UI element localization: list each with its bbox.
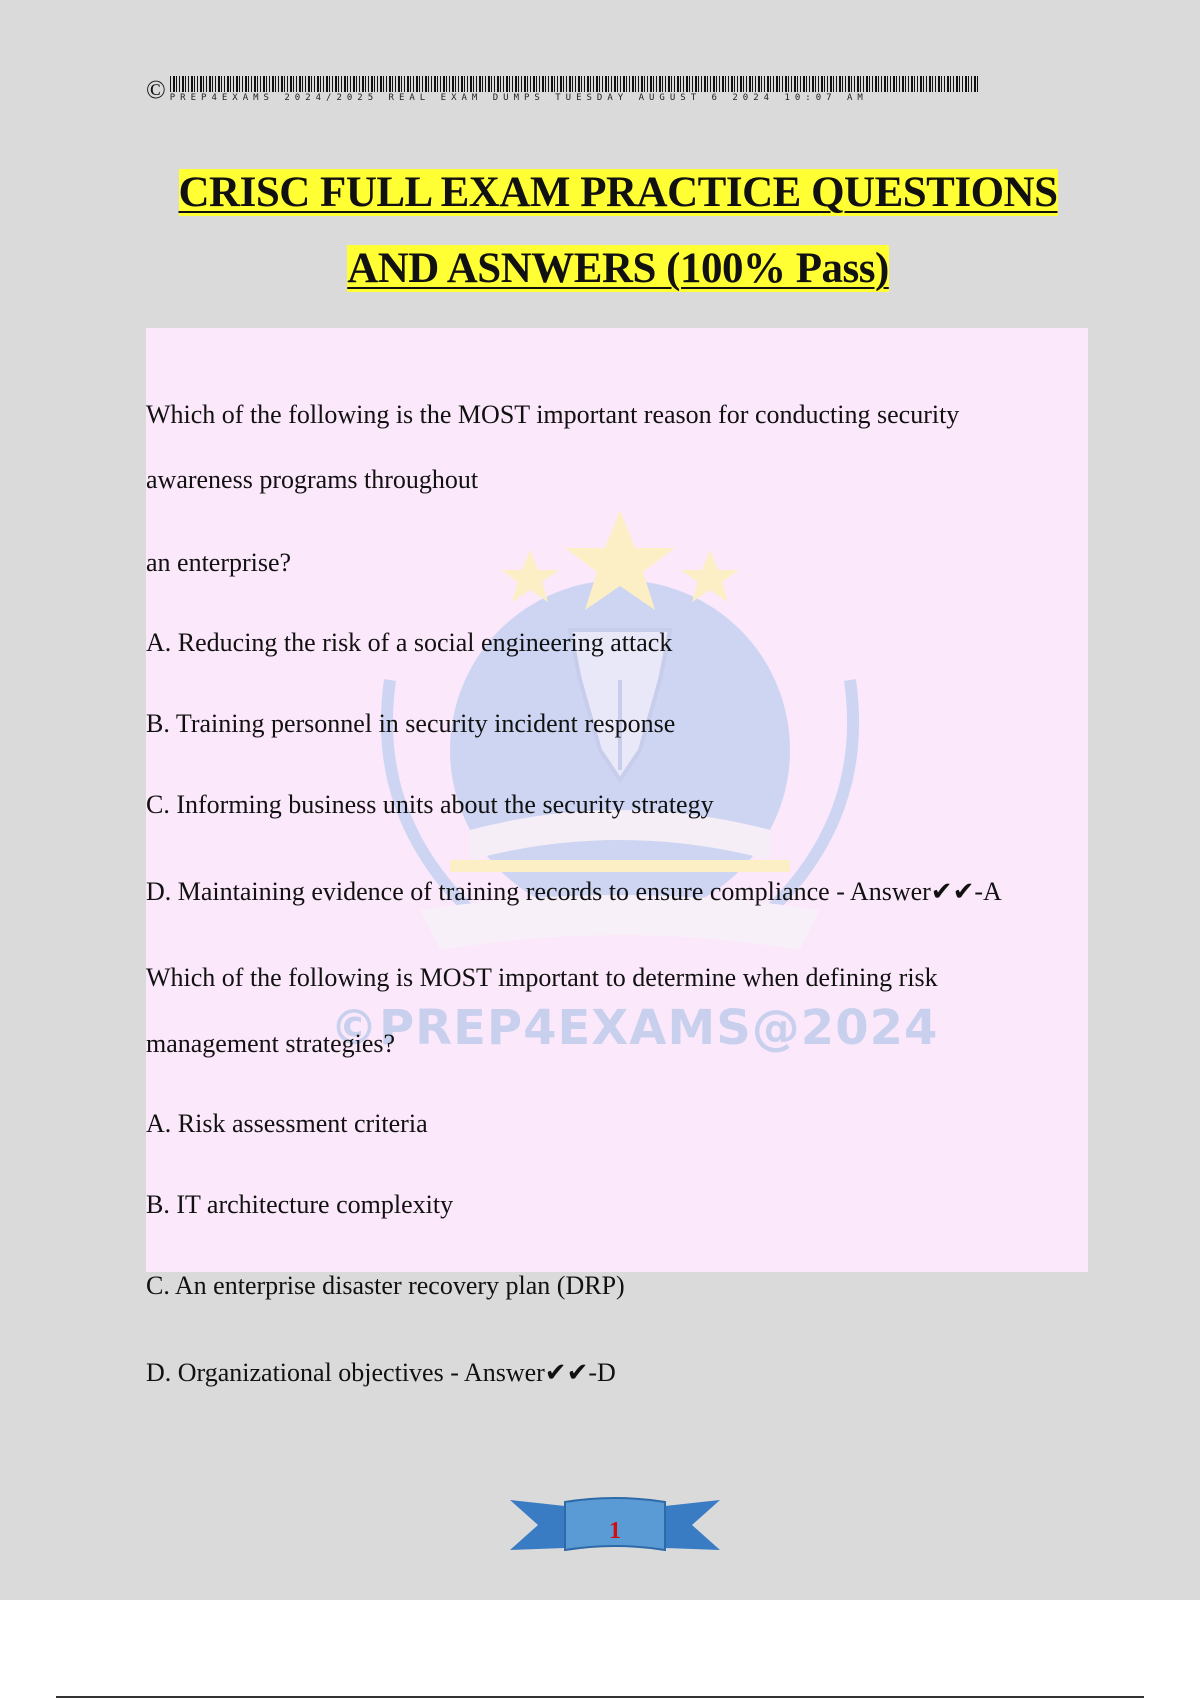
q2-stem-line1: Which of the following is MOST important to determine when defining risk (146, 963, 938, 992)
q1-option-b: B. Training personnel in security incident response (146, 709, 676, 738)
copyright-symbol: © (146, 74, 166, 104)
bottom-divider (56, 1696, 1144, 1698)
document-title-line1: CRISC FULL EXAM PRACTICE QUESTIONS (178, 169, 1058, 216)
header-barcode-line (146, 76, 980, 103)
barcode-bars (170, 76, 980, 92)
document-title-line2: AND ASNWERS (100% Pass) (347, 245, 889, 292)
q2-option-a: A. Risk assessment criteria (146, 1109, 428, 1138)
q2-option-c: C. An enterprise disaster recovery plan (DRP) (146, 1271, 625, 1300)
q1-stem-line1: Which of the following is the MOST important reason for conducting security (146, 400, 960, 429)
page-number: 1 (609, 1518, 621, 1544)
q1-stem-line3: an enterprise? (146, 548, 292, 577)
q1-option-a: A. Reducing the risk of a social engineering attack (146, 628, 673, 657)
barcode (170, 76, 980, 103)
q2-option-b: B. IT architecture complexity (146, 1190, 454, 1219)
q2-option-d-answer: D. Organizational objectives - Answer✔✔-D (146, 1358, 616, 1387)
q1-option-d-answer: D. Maintaining evidence of training records to ensure compliance - Answer✔✔-A (146, 877, 1002, 906)
q1-option-c: C. Informing business units about the security strategy (146, 790, 714, 819)
q1-stem-line2: awareness programs throughout (146, 465, 479, 494)
watermark-text: ©PREP4EXAMS@2024 (330, 1000, 939, 1056)
q2-stem-line2: management strategies? (146, 1029, 396, 1058)
barcode-caption: PREP4EXAMS 2024/2025 REAL EXAM DUMPS TUESDAY AUGUST 6 2024 10:07 AM (169, 93, 868, 103)
